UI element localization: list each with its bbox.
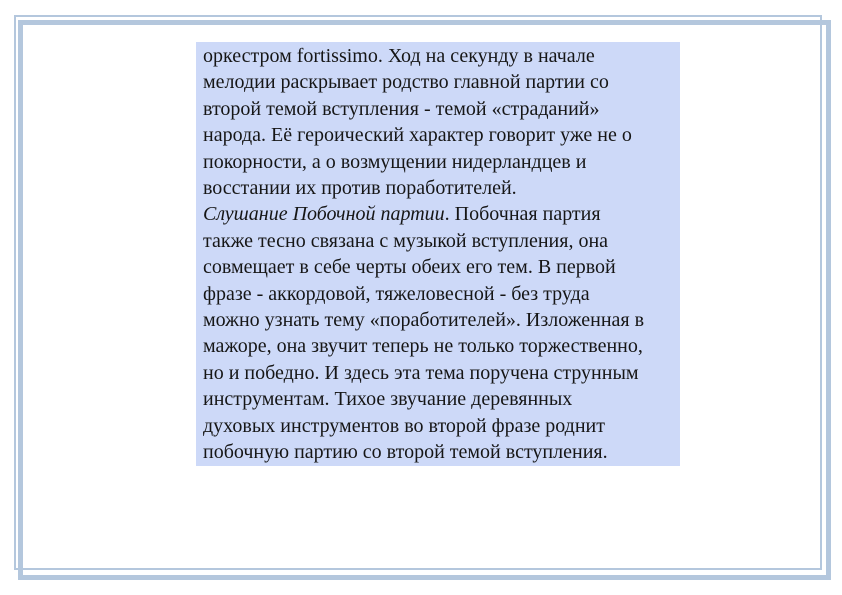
text-line [203,43,674,69]
text-segment: но и победно. И здесь эта тема поручена струнным [203,361,639,384]
italic-text-segment: Слушание Побочной партии [203,203,445,226]
text-line [203,281,674,307]
text-segment: фразе - аккордовой, тяжеловесной - без труда [203,282,590,305]
text-line [203,175,674,201]
text-segment: . Побочная партия [444,203,601,226]
text-line [203,307,674,333]
text-segment: инструментам. Тихое звучание деревянных [203,388,573,411]
text-line [203,69,674,95]
text-line [203,149,674,175]
text-segment: можно узнать тему «поработителей». Изложенная в [203,309,645,332]
text-block [196,42,680,466]
text-segment: совмещает в себе черты обеих его тем. В первой [203,256,616,279]
text-segment: восстании их против поработителей. [203,177,517,200]
text-segment: народа. Её героический характер говорит уже не о [203,124,632,147]
text-line [203,228,674,254]
text-line [203,360,674,386]
text-segment: духовых инструментов во второй фразе роднит [203,414,605,437]
text-line [203,413,674,439]
text-segment: побочную партию со второй темой вступления. [203,441,608,464]
text-segment: оркестром fortissimo. Ход на секунду в начале [203,45,595,67]
text-line [203,96,674,122]
text-segment: также тесно связана с музыкой вступления, она [203,229,609,252]
text-line [203,386,674,412]
text-line [203,122,674,148]
text-line [203,201,674,227]
text-segment: покорности, а о возмущении нидерландцев и [203,150,587,173]
text-segment: мажоре, она звучит теперь не только торжественно, [203,335,643,358]
text-line [203,254,674,280]
text-segment: мелодии раскрывает родство главной партии со [203,71,609,94]
text-line [203,439,674,465]
text-line [203,333,674,359]
text-segment: второй темой вступления - темой «страданий» [203,97,600,120]
